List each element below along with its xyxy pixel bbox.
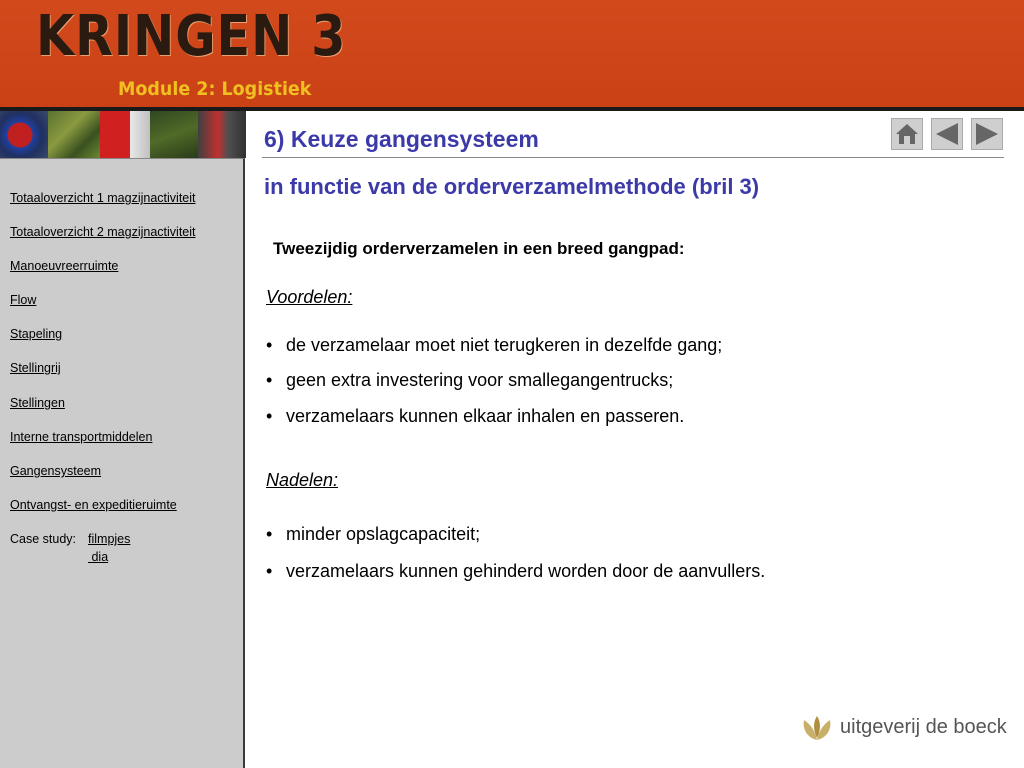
title-divider (262, 157, 1004, 158)
logo-subtitle: Module 2: Logistiek (118, 78, 312, 100)
advantage-item (266, 370, 673, 391)
page-subtitle: in functie van de orderverzamelmethode (bril 3) (264, 174, 760, 199)
sidebar-item-totaaloverzicht-2[interactable]: Totaaloverzicht 2 magzijnactiviteit (10, 225, 196, 239)
advantages-heading: Voordelen: (266, 287, 353, 307)
publisher-logo-icon (798, 712, 836, 744)
triangle-right-icon (972, 119, 1002, 149)
case-study-label: Case study: (10, 532, 77, 546)
forward-button[interactable] (971, 118, 1003, 150)
header-banner (0, 0, 1024, 107)
back-button[interactable] (931, 118, 963, 150)
sidebar (0, 158, 245, 768)
sidebar-item-stellingen[interactable]: Stellingen (10, 396, 65, 410)
bullet-icon: • (266, 335, 273, 355)
header-photo-strip (0, 111, 246, 158)
triangle-left-icon (932, 119, 962, 149)
advantage-item (266, 335, 722, 356)
sidebar-item-ontvangst-expeditieruimte[interactable]: Ontvangst- en expeditieruimte (10, 498, 177, 512)
publisher-name: uitgeverij de boeck (840, 716, 1007, 738)
case-study-filmpjes-link[interactable]: filmpjes (88, 532, 131, 546)
sidebar-item-manoeuvreerruimte[interactable]: Manoeuvreerruimte (10, 259, 119, 273)
bullet-icon: • (266, 370, 273, 390)
advantage-item (266, 406, 684, 427)
home-icon (892, 119, 922, 149)
sidebar-item-interne-transportmiddelen[interactable]: Interne transportmiddelen (10, 430, 153, 444)
page-title: 6) Keuze gangensysteem (264, 126, 539, 152)
sidebar-item-stapeling[interactable]: Stapeling (10, 327, 63, 341)
bullet-icon: • (266, 561, 273, 581)
home-button[interactable] (891, 118, 923, 150)
disadvantage-item (266, 524, 480, 545)
bullet-icon: • (266, 406, 273, 426)
disadvantage-text: verzamelaars kunnen gehinderd worden door de aanvullers. (286, 561, 766, 581)
disadvantage-text: minder opslagcapaciteit; (286, 524, 481, 544)
logo-title: KRINGEN 3 (36, 4, 347, 69)
case-study-dia-link[interactable]: dia (88, 550, 109, 564)
disadvantage-item (266, 561, 765, 582)
sidebar-item-stellingrij[interactable]: Stellingrij (10, 361, 61, 375)
advantage-text: geen extra investering voor smallegangentrucks; (286, 370, 674, 390)
disadvantages-heading: Nadelen: (266, 470, 339, 490)
content-subtitle: Tweezijdig orderverzamelen in een breed gangpad: (273, 239, 685, 258)
advantage-text: de verzamelaar moet niet terugkeren in dezelfde gang; (286, 335, 723, 355)
sidebar-item-flow[interactable]: Flow (10, 293, 37, 307)
sidebar-item-gangensysteem[interactable]: Gangensysteem (10, 464, 102, 478)
sidebar-item-totaaloverzicht-1[interactable]: Totaaloverzicht 1 magzijnactiviteit (10, 191, 196, 205)
bullet-icon: • (266, 524, 273, 544)
advantage-text: verzamelaars kunnen elkaar inhalen en passeren. (286, 406, 685, 426)
